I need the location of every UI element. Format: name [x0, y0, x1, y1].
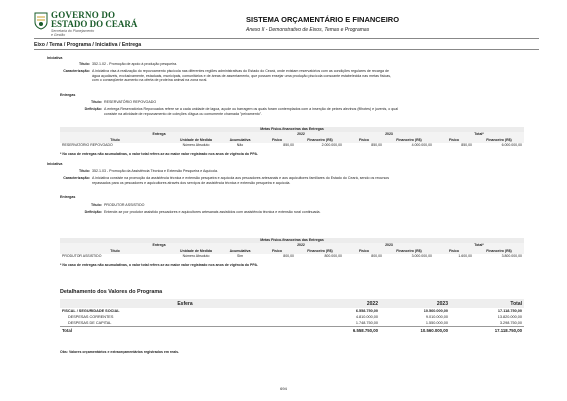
col-acumulativa: Acumulativa	[222, 138, 258, 143]
det-row-total: 13.820.000,00	[497, 315, 522, 319]
table-row	[60, 143, 524, 148]
col-titulo: Título	[60, 249, 170, 254]
col-financeiro-2022: Financeiro (R$)	[296, 249, 344, 254]
titulo-label-1: Título:	[79, 62, 90, 66]
header-divider	[34, 38, 539, 39]
cell-titulo: PRODUTOR ASSISTIDO	[62, 254, 102, 259]
detalhamento-table	[60, 299, 524, 335]
entrega-group-header: Entrega	[60, 132, 258, 137]
det-total-label: Total	[60, 327, 310, 336]
det-row-label: FISCAL / SEGURIDADE SOCIAL	[62, 309, 120, 313]
det-total-2022: 6.558.750,00	[310, 327, 380, 336]
definicao-text-2	[104, 210, 534, 215]
caracterizacao-line: água açudáveis, exclusivamente, estaduais, municipais, comunitários e de áreas de assentamento, que possam ensejar uma produção piscícola consoante estabelecida nas metas físicas,	[92, 73, 392, 78]
caracterizacao-text-1	[92, 69, 532, 83]
cell-financeiro-2023: 4.000.000,00	[411, 143, 432, 148]
cell-financeiro-2022: 2.000.000,00	[321, 143, 342, 148]
cell-unidade: Número Absoluto	[182, 254, 210, 259]
col-fisico-total: Físico	[434, 138, 474, 143]
col-titulo: Título	[60, 138, 170, 143]
det-row-2022: 6.558.750,00	[355, 309, 378, 313]
titulo-label-2: Título:	[79, 169, 90, 173]
cell-fisico-2023: 800,00	[371, 254, 382, 259]
metas-table-1	[60, 127, 524, 149]
metas-band-header: Metas Físico-financeiras das Entregas	[60, 127, 524, 132]
iniciativa-label-1: Iniciativa	[47, 56, 63, 60]
definicao-line: Entende-se por produtor assistido pescadores e aquicultores artesanais assistidos com assistência técnica e extensão rural continuada.	[104, 210, 321, 214]
entregas-label-2: Entregas	[60, 195, 76, 199]
definicao-line: consiste na atividade de repovoamento de coleções d'água ou comumente chamada "peixamento".	[104, 111, 263, 116]
col-financeiro-2023: Financeiro (R$)	[384, 138, 434, 143]
report-subtitle: Anexo II - Demonstrativo de Eixos, Temas e Programas	[246, 27, 370, 33]
logo-line-1: GOVERNO DO	[51, 10, 116, 20]
det-row-2023: 9.010.000,00	[425, 315, 448, 319]
caracterizacao-text-2	[92, 176, 532, 185]
initiative-title-2: 352.1.03 - Promoção da Assistência Técnica e Extensão Pesqueira e Aquícola.	[92, 169, 218, 173]
caracterizacao-line: A iniciativa consiste na promoção da assistência técnica e extensão pesqueira e aquícola aos pescadores artesanais e aos aquicultores familiares do Estado do Ceará, sendo os recursos	[92, 176, 390, 180]
definicao-label-1: Definição:	[84, 107, 102, 111]
cell-financeiro-total: 3.800.000,00	[501, 254, 522, 259]
cell-fisico-2022: 800,00	[283, 254, 294, 259]
det-total-2023: 10.560.000,00	[380, 327, 450, 336]
col-financeiro-2023: Financeiro (R$)	[384, 249, 434, 254]
entrega-title-1: RESERVATÓRIO REPOVOADO	[104, 100, 157, 104]
entrega-titulo-label-2: Título:	[91, 203, 102, 207]
col-unidade: Unidade de Medida	[170, 138, 222, 143]
logo-subtitle	[51, 29, 94, 37]
entrega-group-header: Entrega	[60, 243, 258, 248]
col-financeiro-total: Financeiro (R$)	[474, 138, 524, 143]
metas-table-2	[60, 238, 524, 260]
det-col-2022: 2022	[310, 299, 380, 308]
det-row-2022: 1.748.750,00	[355, 321, 378, 325]
det-total-total: 17.118.750,00	[450, 327, 524, 336]
year-2023-header: 2023	[344, 132, 434, 137]
cell-fisico-2022: 850,00	[283, 143, 294, 148]
total-header: Total*	[434, 132, 524, 137]
det-col-2023: 2023	[380, 299, 450, 308]
col-unidade: Unidade de Medida	[170, 249, 222, 254]
caracterizacao-label-2: Caracterização:	[63, 176, 90, 180]
entrega-titulo-label-1: Título:	[91, 100, 102, 104]
section-divider	[34, 49, 539, 50]
definicao-line: A entrega Reservatórios Repovoados refere se a cada unidade de lagoa, açude ou barragem os quais foram contemplados com a inserção de peixes alevinos (filhotes) e juvenis, o qual	[104, 107, 399, 111]
col-financeiro-total: Financeiro (R$)	[474, 249, 524, 254]
page-number: 694	[280, 386, 287, 391]
cell-unidade: Número Absoluto	[182, 143, 210, 148]
report-title: SISTEMA ORÇAMENTÁRIO E FINANCEIRO	[246, 15, 400, 24]
metas-band-header: Metas Físico-financeiras das Entregas	[60, 238, 524, 243]
caracterizacao-label-1: Caracterização:	[63, 69, 90, 73]
cell-fisico-2023: 850,00	[371, 143, 382, 148]
table-note-2: * No caso de entregas não acumulativas, o valor total refere-se ao maior valor registrado nos anos de vigência do PPA.	[60, 263, 258, 267]
year-2022-header: 2022	[258, 132, 344, 137]
initiative-title-1: 352.1.02 - Promoção de apoio à produção pesqueira.	[92, 62, 178, 66]
det-row-2023: 10.560.000,00	[423, 309, 448, 313]
cell-acumulativa: Sim	[236, 254, 244, 259]
det-row-total: 3.298.750,00	[499, 321, 522, 325]
caracterizacao-line: A iniciativa visa à realização do repovoamento piscícola nas diferentes regiões administrativas do Estado do Ceará, onde existam reservatórios com as condições regulares de recarga de	[92, 69, 390, 73]
det-row-2023: 1.550.000,00	[425, 321, 448, 325]
logo-sub-line-2: e Gestão	[51, 33, 66, 37]
table-row	[60, 254, 524, 259]
section-heading: Eixo / Tema / Programa / Iniciativa / Entrega	[34, 42, 142, 48]
government-logo	[34, 10, 138, 38]
det-col-total: Total	[450, 299, 524, 308]
obs-note: Obs: Valores orçamentários e extraorçamentários registrados em reais.	[60, 350, 180, 354]
det-row-2022: 4.810.000,00	[355, 315, 378, 319]
cell-financeiro-total: 6.000.000,00	[501, 143, 522, 148]
year-2023-header: 2023	[344, 243, 434, 248]
col-fisico-2022: Físico	[258, 138, 296, 143]
iniciativa-label-2: Iniciativa	[47, 162, 63, 166]
logo-line-2: ESTADO DO CEARÁ	[51, 19, 138, 29]
ceara-emblem-icon	[34, 12, 48, 30]
col-fisico-2022: Físico	[258, 249, 296, 254]
year-2022-header: 2022	[258, 243, 344, 248]
col-acumulativa: Acumulativa	[222, 249, 258, 254]
entrega-title-2: PRODUTOR ASSISTIDO	[104, 203, 145, 207]
det-row-total: 17.118.750,00	[497, 309, 522, 313]
total-header: Total*	[434, 243, 524, 248]
col-fisico-total: Físico	[434, 249, 474, 254]
det-row-label: DESPESAS DE CAPITAL	[68, 321, 112, 325]
table-note-1: * No caso de entregas não acumulativas, o valor total refere-se ao maior valor registrado nos anos de vigência do PPA.	[60, 152, 258, 156]
cell-fisico-total: 1.600,00	[458, 254, 472, 259]
cell-acumulativa: Não	[236, 143, 244, 148]
col-fisico-2023: Físico	[344, 249, 384, 254]
caracterizacao-line: repassados para os pescadores e aquicultores através dos serviços de assistência técnica e extensão pesqueira e aquícola.	[92, 180, 291, 185]
total-row	[60, 327, 524, 336]
cell-financeiro-2022: 800.000,00	[324, 254, 342, 259]
caracterizacao-line: com o conseqüente aumento na oferta de proteína animal na zona rural.	[92, 78, 208, 83]
definicao-label-2: Definição:	[84, 210, 102, 214]
entregas-label-1: Entregas	[60, 93, 76, 97]
cell-fisico-total: 850,00	[461, 143, 472, 148]
logo-sub-line-1: Secretaria do Planejamento	[51, 29, 95, 33]
cell-titulo: RESERVATÓRIO REPOVOADO	[62, 143, 113, 148]
detalhamento-title: Detalhamento dos Valores do Programa	[60, 289, 163, 295]
det-col-esfera: Esfera	[60, 299, 310, 308]
definicao-text-1	[104, 107, 534, 116]
col-fisico-2023: Físico	[344, 138, 384, 143]
det-row-label: DESPESAS CORRENTES	[68, 315, 114, 319]
cell-financeiro-2023: 3.000.000,00	[411, 254, 432, 259]
col-financeiro-2022: Financeiro (R$)	[296, 138, 344, 143]
